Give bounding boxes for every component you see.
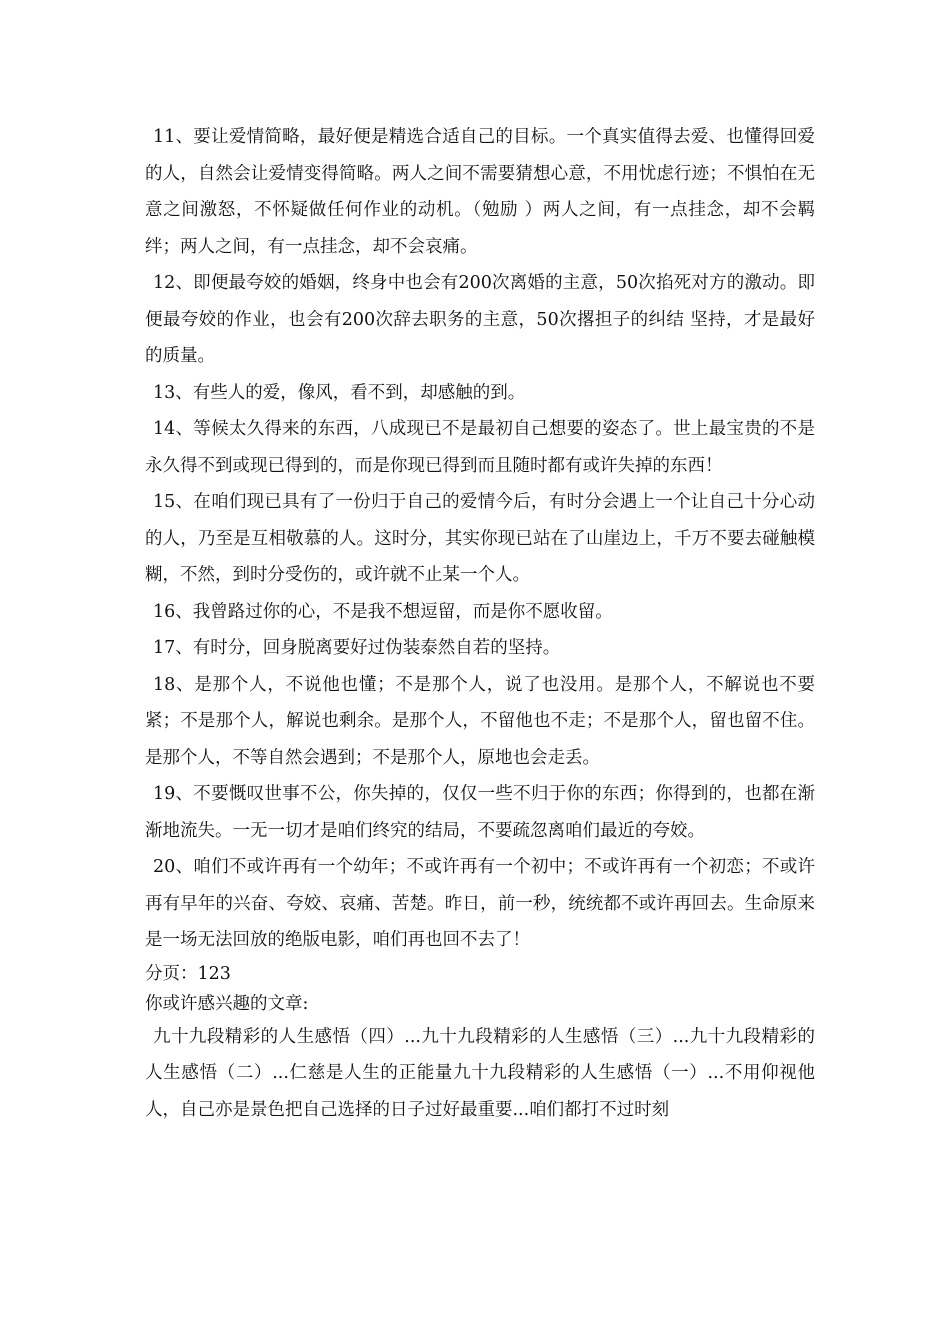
paragraph-11: 11、要让爱情简略，最好便是精选合适自己的目标。一个真实值得去爱、也懂得回爱的人，自然会让爱情变得简略。两人之间不需要猜想心意，不用忧虑行迹；不惧怕在无意之间激怒，不怀疑做任何作业的动机。（勉励 ）两人之间，有一点挂念，却不会羁绊；两人之间，有一点挂念，却不会哀痛。 [145,127,815,257]
document-page [145,119,815,1128]
paragraph-12: 12、即便最夸姣的婚姻，终身中也会有200次离婚的主意，50次掐死对方的激动。即便最夸姣的作业，也会有200次辞去职务的主意，50次撂担子的纠结 坚持，才是最好的质量。 [145,273,815,366]
related-articles-links[interactable]: 九十九段精彩的人生感悟（四）...九十九段精彩的人生感悟（三）...九十九段精彩的人生感悟（二）...仁慈是人生的正能量九十九段精彩的人生感悟（一）...不用仰视他人，自己亦是景色把自己选择的日子过好最重要...咱们都打不过时刻 [145,1026,815,1120]
related-articles-heading: 你或许感兴趣的文章: [145,993,309,1014]
paragraph-13: 13、有些人的爱，像风，看不到，却感触的到。 [153,382,526,403]
paragraph-15: 15、在咱们现已具有了一份归于自己的爱情今后，有时分会遇上一个让自己十分心动的人，乃至是互相敬慕的人。这时分，其实你现已站在了山崖边上，千万不要去碰触模糊，不然，到时分受伤的，或许就不止某一个人。 [145,492,815,585]
paragraph-20: 20、咱们不或许再有一个幼年；不或许再有一个初中；不或许再有一个初恋；不或许再有早年的兴奋、夸姣、哀痛、苦楚。昨日，前一秒，统统都不或许再回去。生命原来是一场无法回放的绝版电影，咱们再也回不去了！ [145,857,815,950]
pagination-text: 分页：123 [145,963,231,984]
paragraph-16: 16、我曾路过你的心，不是我不想逗留，而是你不愿收留。 [153,601,613,622]
paragraph-14: 14、等候太久得来的东西，八成现已不是最初自己想要的姿态了。世上最宝贵的不是永久得不到或现已得到的，而是你现已得到而且随时都有或许失掉的东西！ [145,419,815,476]
paragraph-18: 18、是那个人，不说他也懂；不是那个人，说了也没用。是那个人，不解说也不要紧；不是那个人，解说也剩余。是那个人，不留他也不走；不是那个人，留也留不住。是那个人，不等自然会遇到；不是那个人，原地也会走丢。 [145,674,815,768]
paragraph-19: 19、不要慨叹世事不公，你失掉的，仅仅一些不归于你的东西；你得到的，也都在渐渐地流失。一无一切才是咱们终究的结局，不要疏忽离咱们最近的夸姣。 [145,784,815,841]
paragraph-17: 17、有时分，回身脱离要好过伪装泰然自若的坚持。 [153,638,561,658]
